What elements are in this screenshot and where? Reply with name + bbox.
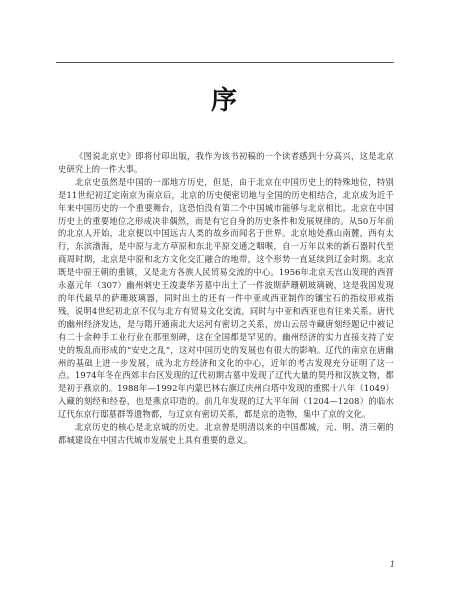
page-number: 1 [389,560,395,569]
body-text [58,150,394,447]
paragraph-main: 北京史虽然是中国的一部地方历史，但是，由于北京在中国历史上的特殊地位，特别是11世纪初辽定南京为南京后，北京的历史便密切地与全国的历史相结合，北京成为近千年来中国历史的一个重要舞台，这恐怕没有第二个中国城市能够与北京相比。北京在中国历史上的重要地位之形成决非偶然，而是有它自身的历史条件和发展规律的。从50万年前的北京人开始，北京便以中国远古人类的故乡而闻名于世界。北京地处燕山南麓，西有太行，东滨渤海，是中原与北方草原和东北平原交通之咽喉，自一万年以来的新石器时代至商周时期，北京是中原和北方文化交汇融合的地带，这个形势一直延续到辽金时期。北京既是中原王朝的重镇，又是北方各族人民贸易交流的中心。1956年北京天宫山发现的西晋永嘉元年（307）幽州刺史王浚妻华芳墓中出土了一件波斯萨珊朝玻璃碗，这是我国发现的年代最早的萨珊玻璃器，同时出土的还有一件中亚或西亚制作的镶宝石的指纹形戒指残，说明4世纪初北京不仅与北方有贸易文化交流，同时与中亚和西亚也有往来关系。唐代的幽州经济发达，是与隋开通南北大运河有密切之关系，房山云居寺藏唐刻经题记中被记有二十余种手工业行业在那里刻碑，这在全国都是罕见的。幽州经济的实力直接支持了安史的叛乱而形成的“安史之乱”，这对中国历史的发展也有很大的影响。辽代的南京在唐幽州的基础上进一步发展，成为北方经济和文化的中心，近年的考古发现充分证明了这一点。1974年冬在西郊丰台区发现的辽代初期古墓中发现了辽代大量的契丹和汉族文物，都是初于燕京的。1988年—1992年内蒙巴林右旗辽庆州白塔中发现的重熙十八年（1049）入藏的刻经和经卷，也是燕京印造的。前几年发现的辽大平年间（1204—1208）的临水辽代东京行邸墓群等遗物都，与辽京有密切关系，都是京的造物，集中了京的文化。 [58,176,394,420]
header-rule [56,62,394,63]
paragraph-closing: 北京历史的核心是北京城的历史。北京曾是明清以来的中国都城，元、明、清三朝的都城建设在中国古代城市发展史上具有重要的意义。 [58,422,394,445]
page-title: 序 [210,86,239,116]
paragraph-intro: 《图说北京史》即将付印出版，我作为该书初稿的一个读者感到十分高兴，这是北京史研究上的一件大事。 [58,151,394,174]
